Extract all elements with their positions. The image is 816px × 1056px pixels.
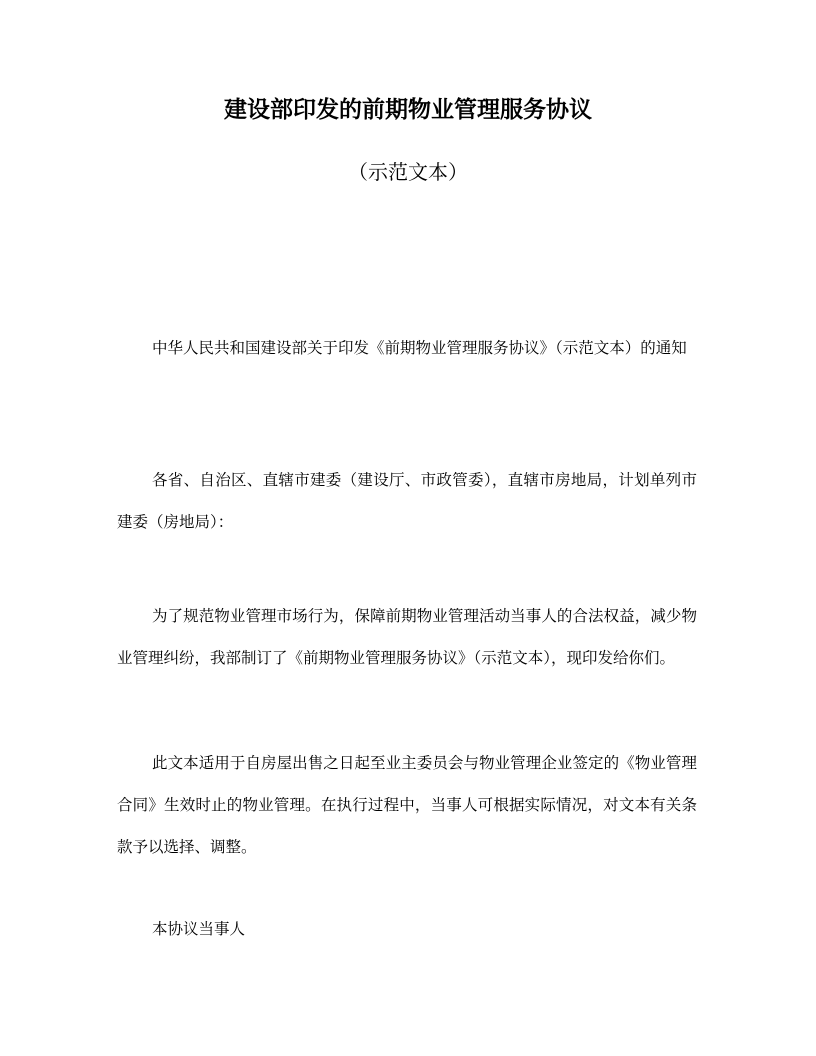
- document-subtitle: （示范文本）: [348, 160, 468, 184]
- scope-paragraph: 此文本适用于自房屋出售之日起至业主委员会与物业管理企业签定的《物业管理合同》生效时止的物业管理。在执行过程中，当事人可根据实际情况，对文本有关条款予以选择、调整。: [117, 754, 697, 856]
- notice-heading-paragraph: 中华人民共和国建设部关于印发《前期物业管理服务协议》（示范文本）的通知: [152, 339, 687, 357]
- addressee-paragraph: 各省、自治区、直辖市建委（建设厅、市政管委），直辖市房地局，计划单列市建委（房地局）：: [117, 471, 697, 531]
- parties-paragraph: 本协议当事人: [152, 920, 246, 938]
- purpose-paragraph: 为了规范物业管理市场行为，保障前期物业管理活动当事人的合法权益，减少物业管理纠纷，我部制订了《前期物业管理服务协议》（示范文本），现印发给你们。: [117, 607, 697, 667]
- document-title: 建设部印发的前期物业管理服务协议: [224, 97, 592, 123]
